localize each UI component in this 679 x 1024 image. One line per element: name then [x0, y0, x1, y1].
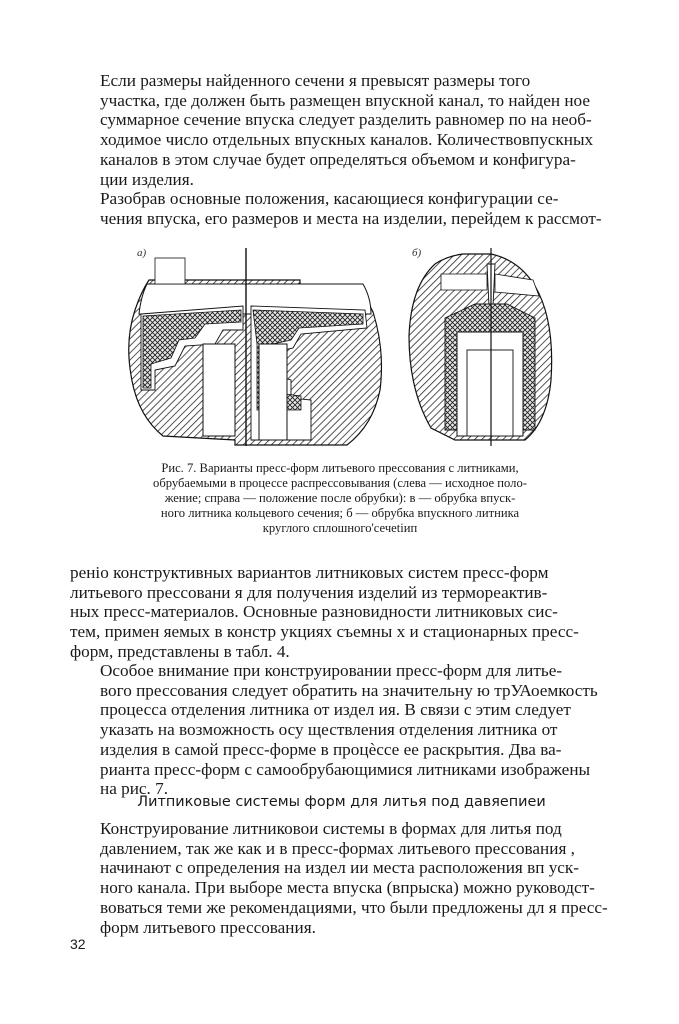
mold-variant-a	[129, 248, 382, 446]
mold-variant-b	[409, 248, 552, 446]
text-line: форм, представлены в табл. 4.	[70, 641, 290, 661]
caption-line: Рис. 7. Варианты пресс-форм литьевого прессования с литниками,	[161, 461, 519, 475]
paragraph-4	[70, 661, 613, 799]
figure-label-b: б)	[412, 247, 422, 259]
text-line: ходимое число отдельных впускных каналов. Количествовпускных	[100, 130, 594, 150]
text-line: суммарное сечение впуска следует разделить равномер по на необ-	[100, 110, 592, 130]
paragraph-2	[70, 189, 613, 228]
text-line: рианта пресс-форм с самообрубающимися литниками изображены	[100, 759, 591, 779]
paragraph-1	[70, 71, 613, 189]
text-line: на рис. 7.	[100, 779, 169, 799]
text-line: Разобрав основные положения, касающиеся конфигурации се-	[100, 189, 559, 208]
text-line: Если размеры найденного сечени я превысят размеры того	[100, 71, 531, 90]
text-line: давлением, так же как и в пресс-формах литьевого прессования ,	[100, 838, 575, 858]
figure-drawing	[115, 240, 565, 456]
text-line: чения впуска, его размеров и места на изделии, перейдем к рассмот-	[100, 208, 602, 228]
text-line: ного канала. При выборе места впуска (впрыска) можно руководст-	[100, 878, 595, 898]
text-line: Особое внимание при конструировании пресс-форм для литье-	[100, 661, 563, 680]
text-line: Конструирование литниковои системы в формах для литья под	[100, 819, 562, 838]
text-line: каналов в этом случае будет определяться объемом и конфигура-	[100, 149, 576, 169]
text-line: изделия в самой пресс-форме в процѐссе ее раскрытия. Два ва-	[100, 739, 562, 759]
paragraph-3	[70, 563, 613, 662]
page-number: 32	[70, 936, 86, 952]
paragraph-5	[70, 819, 613, 937]
section-heading: Литпиковые системы форм для литья под давяепиеи	[137, 794, 546, 810]
text-line: ренiо конструктивных вариантов литниковых систем пресс-форм	[70, 563, 549, 582]
text-line: тем, примен яемых в констр укциях съемны х и стационарных пресс-	[70, 622, 579, 642]
caption-line: ного литника кольцевого сечения; б — обрубка впускного литника	[160, 506, 520, 520]
figure-7-press-molds	[115, 240, 565, 456]
text-line: ных пресс-материалов. Основные разновидности литниковых сис-	[70, 602, 558, 622]
caption-line: круглого сплошного'сечеtiип	[262, 521, 418, 535]
text-line: ции изделия.	[100, 169, 194, 189]
text-line: начинают с определения на издел ии места расположения вп уск-	[100, 858, 580, 878]
figure-caption	[110, 461, 570, 536]
figure-label-a: а)	[137, 247, 147, 259]
text-line: вого прессования следует обратить на значительну ю трУАоемкость	[100, 680, 598, 700]
text-line: воваться теми же рекомендациями, что были предложены дл я пресс-	[100, 897, 608, 917]
text-line: участка, где должен быть размещен впускной канал, то найден ное	[100, 90, 590, 110]
text-line: литьевого прессовани я для получения изделий из термореактив-	[70, 582, 548, 602]
caption-line: обрубаемыми в процессе распрессовывания (слева — исходное поло-	[153, 476, 527, 490]
text-line: процесса отделения литника от издел ия. В связи с этим следует	[100, 700, 571, 720]
text-line: указать на возможность осу ществления отделения литника от	[100, 720, 558, 740]
caption-line: жение; справа — положение после обрубки): в — обрубка впуск-	[164, 491, 516, 505]
text-line: форм литьевого прессования.	[100, 917, 316, 937]
